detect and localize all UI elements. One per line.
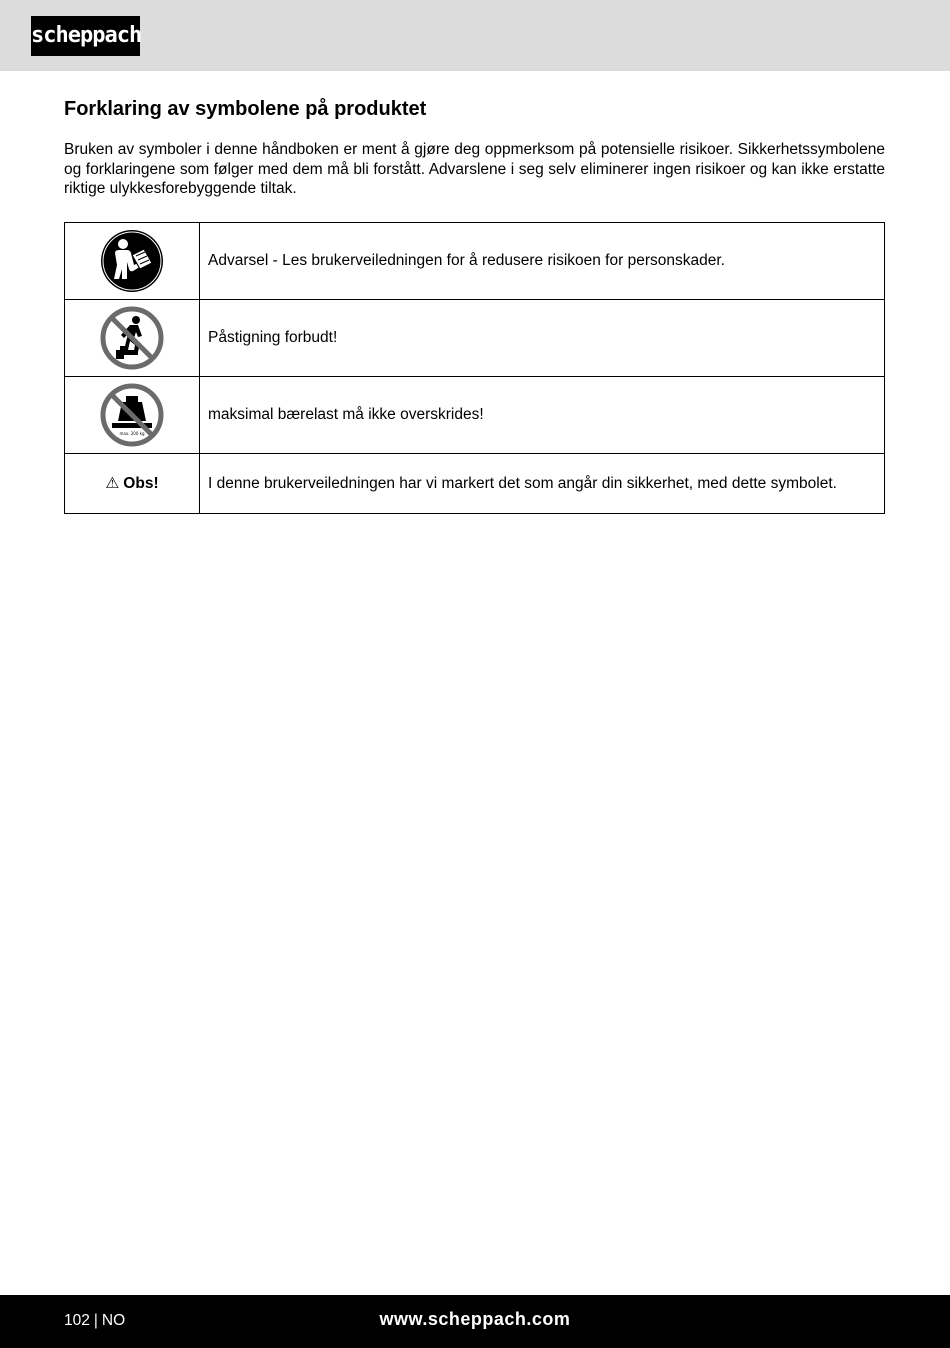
table-row	[65, 300, 885, 377]
max-load-icon	[100, 383, 164, 447]
symbol-cell	[65, 300, 200, 377]
symbols-table	[64, 222, 885, 514]
symbol-cell	[65, 454, 200, 514]
page-footer	[0, 1295, 950, 1348]
website-link[interactable]: www.scheppach.com	[379, 1309, 571, 1329]
table-row	[65, 377, 885, 454]
obs-text: Obs!	[123, 475, 159, 492]
page-header	[0, 0, 950, 71]
symbol-description: Advarsel - Les brukerveiledningen for å redusere risikoen for personskader.	[200, 223, 885, 300]
page-number-value: 102	[64, 1312, 90, 1329]
symbol-cell	[65, 223, 200, 300]
symbol-description: I denne brukerveiledningen har vi markert det som angår din sikkerhet, med dette symbolet.	[200, 454, 885, 514]
no-stepping-icon	[100, 306, 164, 370]
page-separator: |	[93, 1312, 98, 1329]
scheppach-logo: scheppach	[31, 16, 140, 56]
symbol-cell	[65, 377, 200, 454]
max-load-label: max. 200 kg	[119, 431, 145, 436]
intro-paragraph: Bruken av symboler i denne håndboken er ment å gjøre deg oppmerksom på potensielle risikoer. Sikkerhetssymbolene og forklaringene som følger med dem må bli forstått. Advarslene i seg selv eliminerer ingen risikoer og kan ikke erstatte riktige ulykkesforebyggende tiltak.	[64, 141, 885, 197]
symbol-description: Påstigning forbudt!	[200, 300, 885, 377]
table-row	[65, 454, 885, 514]
obs-label	[105, 475, 158, 492]
language-code: NO	[101, 1312, 126, 1329]
symbol-description: maksimal bærelast må ikke overskrides!	[200, 377, 885, 454]
table-row	[65, 223, 885, 300]
read-manual-icon	[100, 229, 164, 293]
warning-triangle-icon: ⚠	[105, 475, 120, 492]
section-title: Forklaring av symbolene på produktet	[64, 98, 427, 120]
